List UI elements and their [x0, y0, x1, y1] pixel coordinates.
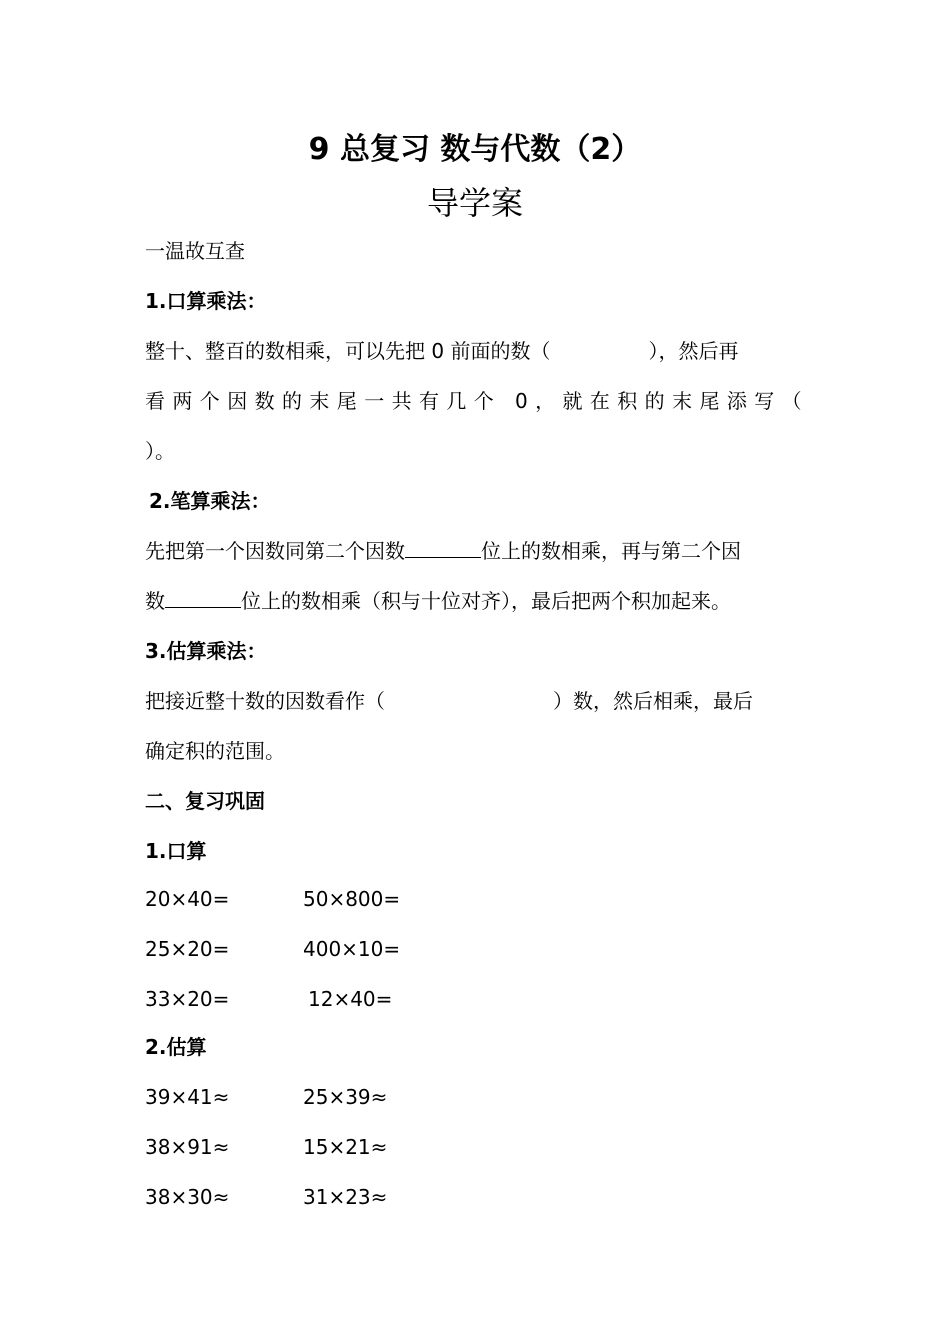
- estimation-rule-text-b: ）数，然后相乘，最后: [553, 689, 753, 713]
- estimation-rule-text-a: 把接近整十数的因数看作（: [145, 689, 385, 713]
- oral-problem: 400×10=: [303, 937, 401, 961]
- oral-multiplication-line-3: ）。: [145, 439, 175, 463]
- estimate-problem: 31×23≈: [303, 1185, 388, 1209]
- estimate-problem: 38×30≈: [145, 1185, 230, 1209]
- written-multiplication-line-1: [145, 536, 805, 566]
- oral-practice-title: 1.口算: [145, 839, 207, 863]
- oral-multiplication-title: 1.口算乘法：: [145, 289, 267, 313]
- section-heading-practice: 二、复习巩固: [145, 789, 265, 813]
- estimate-practice-title: 2.估算: [145, 1035, 207, 1059]
- estimate-problem: 15×21≈: [303, 1135, 388, 1159]
- document-subtitle: 导学案: [426, 184, 523, 222]
- estimate-problem: 38×91≈: [145, 1135, 230, 1159]
- written-multiplication-line-2: [145, 586, 805, 616]
- estimate-problem: 25×39≈: [303, 1085, 388, 1109]
- written-rule-text-a: 先把第一个因数同第二个因数: [145, 539, 405, 563]
- estimation-title: 3.估算乘法：: [145, 639, 267, 663]
- oral-problem: 20×40=: [145, 887, 230, 911]
- fill-blank-3[interactable]: [165, 587, 241, 608]
- oral-multiplication-line-1: [145, 336, 805, 366]
- estimation-line-1: [145, 686, 805, 716]
- section-heading-review: 一温故互查: [145, 239, 245, 263]
- oral-problem: 25×20=: [145, 937, 230, 961]
- written-rule-text-d: 位上的数相乘（积与十位对齐），最后把两个积加起来。: [241, 589, 731, 613]
- oral-problem: 12×40=: [308, 987, 393, 1011]
- estimate-problem: 39×41≈: [145, 1085, 230, 1109]
- oral-multiplication-line-2: 看两个因数的末尾一共有几个 0，就在积的末尾添写（: [145, 389, 810, 413]
- oral-problem: 33×20=: [145, 987, 230, 1011]
- written-rule-text-b: 位上的数相乘，再与第二个因: [481, 539, 741, 563]
- estimation-line-2: 确定积的范围。: [145, 739, 285, 763]
- oral-problem: 50×800=: [303, 887, 401, 911]
- oral-rule-text-b: ），然后再: [648, 339, 739, 363]
- written-rule-text-c: 数: [145, 589, 165, 613]
- oral-rule-text-a: 整十、整百的数相乘，可以先把 0 前面的数（: [145, 339, 551, 363]
- fill-blank-2[interactable]: [405, 537, 481, 558]
- document-title: 9 总复习 数与代数（2）: [308, 132, 642, 167]
- written-multiplication-title: 2.笔算乘法：: [149, 489, 271, 513]
